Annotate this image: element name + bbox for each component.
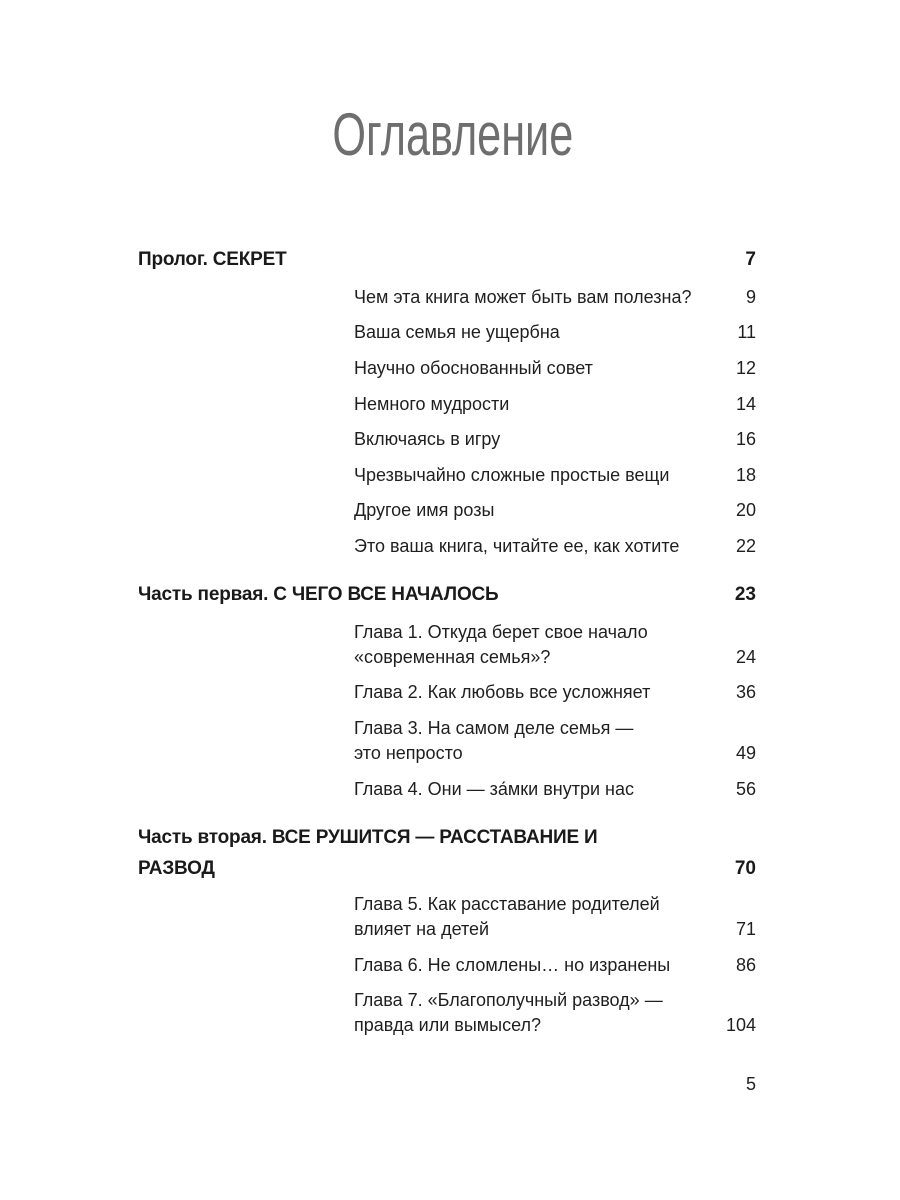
entry-page-number: 14 xyxy=(735,394,756,414)
part-page-number: 70 xyxy=(734,858,756,879)
entry-page-number: 20 xyxy=(735,500,756,520)
entry-title: Ваша семья не ущербна xyxy=(354,322,560,342)
entry-page-number: 9 xyxy=(745,287,756,307)
toc-part-1[interactable] xyxy=(138,579,756,610)
entry-title: Чрезвычайно сложные простые вещи xyxy=(354,465,670,485)
entry-page-number: 24 xyxy=(735,647,756,667)
entry-title: Глава 1. Откуда берет свое начало «современная семья»? xyxy=(354,622,648,667)
entry-page-number: 71 xyxy=(735,919,756,939)
entry-title: Это ваша книга, читайте ее, как хотите xyxy=(354,536,680,556)
part-page-number: 7 xyxy=(745,249,756,270)
entry-page-number: 56 xyxy=(735,779,756,799)
entry-title: Глава 4. Они — за́мки внутри нас xyxy=(354,779,634,799)
entry-page-number: 12 xyxy=(735,358,756,378)
entry-title: Глава 6. Не сломлены… но изранены xyxy=(354,955,671,975)
toc-entry[interactable] xyxy=(354,392,756,417)
entry-page-number: 86 xyxy=(735,955,756,975)
entry-page-number: 104 xyxy=(725,1015,756,1035)
toc-entry[interactable] xyxy=(354,285,756,310)
toc-entry[interactable] xyxy=(354,716,756,766)
page-number: 5 xyxy=(745,1074,756,1094)
entry-page-number: 18 xyxy=(735,465,756,485)
part-page-number: 23 xyxy=(734,584,756,605)
toc-entry[interactable] xyxy=(354,320,756,345)
toc-entry[interactable] xyxy=(354,680,756,705)
toc-entry[interactable] xyxy=(354,427,756,452)
entry-page-number: 11 xyxy=(737,322,756,342)
toc-entry[interactable] xyxy=(354,463,756,488)
toc-entry[interactable] xyxy=(354,356,756,381)
entry-title: Другое имя розы xyxy=(354,500,495,520)
toc-entry[interactable] xyxy=(354,988,756,1038)
entry-title: Глава 7. «Благополучный развод» — правда или вымысел? xyxy=(354,990,663,1035)
entry-title: Глава 3. На самом деле семья — это непросто xyxy=(354,718,634,763)
toc-entry[interactable] xyxy=(354,534,756,559)
page-title: Оглавление xyxy=(332,101,574,168)
entry-title: Научно обоснованный совет xyxy=(354,358,593,378)
entry-page-number: 36 xyxy=(735,682,756,702)
toc-entry[interactable] xyxy=(354,777,756,802)
entry-page-number: 49 xyxy=(735,743,756,763)
entry-title: Глава 2. Как любовь все усложняет xyxy=(354,682,651,702)
toc-entry[interactable] xyxy=(354,620,756,670)
toc-entry[interactable] xyxy=(354,498,756,523)
entry-page-number: 16 xyxy=(735,429,756,449)
part-title: Часть вторая. ВСЕ РУШИТСЯ — РАССТАВАНИЕ И РАЗВОД xyxy=(138,827,598,879)
entry-page-number: 22 xyxy=(735,536,756,556)
toc-entry[interactable] xyxy=(354,953,756,978)
toc-entry[interactable] xyxy=(354,892,756,942)
entry-title: Чем эта книга может быть вам полезна? xyxy=(354,287,692,307)
entry-title: Включаясь в игру xyxy=(354,429,501,449)
toc-part-2[interactable] xyxy=(138,822,756,884)
entry-title: Глава 5. Как расставание родителей влияет на детей xyxy=(354,894,660,939)
toc-part-prolog[interactable] xyxy=(138,244,756,275)
entry-title: Немного мудрости xyxy=(354,394,510,414)
part-title: Пролог. СЕКРЕТ xyxy=(138,249,287,270)
part-title: Часть первая. С ЧЕГО ВСЕ НАЧАЛОСЬ xyxy=(138,584,499,605)
